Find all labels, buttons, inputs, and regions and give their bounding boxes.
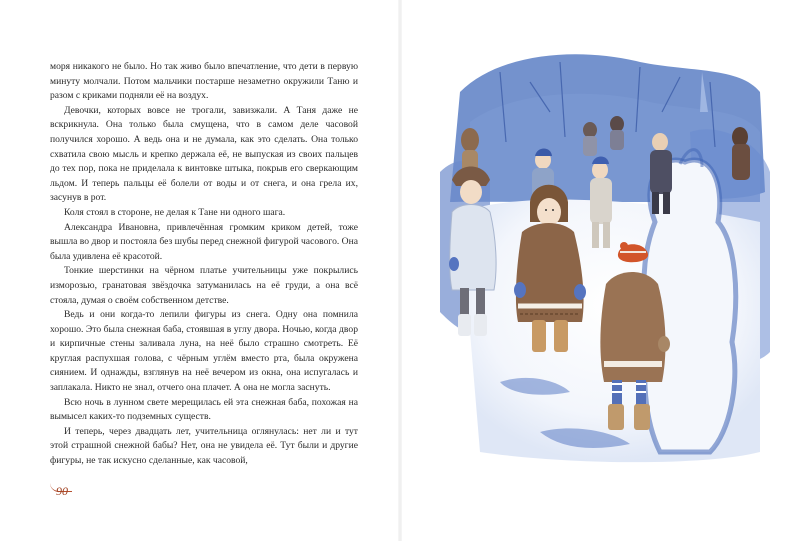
right-page [400, 0, 800, 541]
paragraph: Коля стоял в стороне, не делая к Тане ни одного шага. [64, 206, 286, 218]
paragraph: Тонкие шерстинки на чёрном платье учительницы уже покрылись изморозью, гранатовая звёздочка затуманилась на её груди, а она всё стояла, думая о своём собственном детстве. [50, 265, 358, 306]
paragraph: Всю ночь в лунном свете мерещилась ей эта снежная баба, похожая на вымысел каких-то подземных существ. [50, 396, 358, 423]
children-in-snowy-courtyard-illustration [440, 52, 770, 472]
body-text [50, 60, 358, 469]
paragraph: Девочки, которых вовсе не трогали, завизжали. А Таня даже не вскрикнула. Она только была смущена, что в самом деле часовой получился хорошо. А ведь она и не думала, как это сделать. Она только схватила свою мысль и крепко держала её, не выпуская из своих пальцев до тех пор, пока не приделала к винтовке штыка, покрыв его сверкающим льдом. И теперь пальцы её болели от воды и от снега, и она грела их, засунув в рот. [50, 104, 358, 204]
paragraph: моря никакого не было. Но так живо было впечатление, что дети в первую минуту молчали. Потом мальчики постарше незаметно окружили Таню и разом с криками подняли её на воздух. [50, 61, 358, 102]
page-number: 90 [56, 484, 68, 498]
paragraph: Александра Ивановна, привлечённая громким криком детей, тоже вышла во двор и постояла без шубы перед снежной фигурой часового. Она была удивлена её красотой. [50, 221, 358, 262]
paragraph: Ведь и они когда-то лепили фигуры из снега. Одну она помнила хорошо. Это была снежная баба, стоявшая в углу двора. Ночью, когда двор и кирпичные стены заливала луна, на неё было страшно смотреть. Её круглая распухшая голова, с чёрным углём вместо рта, была окружена сиянием. И однажды, взглянув на неё вечером из окна, она испугалась и заплакала. Никто не знал, отчего она плачет. А она не могла заснуть. [50, 309, 358, 394]
paragraph: И теперь, через двадцать лет, учительница оглянулась: нет ли и тут этой страшной снежной бабы? Нет, она не увидела её. Тут были и другие фигуры, не так искусно сделанные, как часовой, [50, 425, 358, 467]
